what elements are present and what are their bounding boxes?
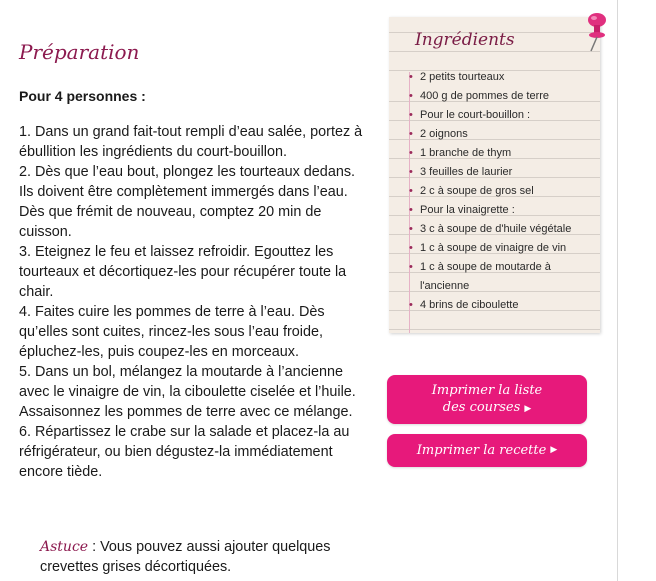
step: 3. Eteignez le feu et laissez refroidir. Egouttez les tourteaux et décortiquez-les pour récupérer toute la chair. bbox=[19, 244, 347, 300]
servings: Pour 4 personnes : bbox=[19, 88, 146, 104]
tip bbox=[40, 537, 370, 577]
step: 5. Dans un bol, mélangez la moutarde à l’ancienne avec le vinaigre de vin, la ciboulette ciselée et l’huile. Assaisonnez les pommes de terre avec ce mélange. bbox=[19, 364, 356, 420]
ingredient-item: • 400 g de pommes de terre bbox=[410, 87, 595, 106]
ingredient-item: • 1 c à soupe de vinaigre de vin bbox=[410, 239, 595, 258]
bullet-icon: • bbox=[409, 128, 413, 140]
ingredient-item: • 2 oignons bbox=[410, 125, 595, 144]
bullet-icon: • bbox=[409, 261, 413, 273]
ingredient-item: • 2 petits tourteaux bbox=[410, 68, 595, 87]
torn-edge bbox=[389, 12, 600, 20]
print-shopping-list-label: Imprimer la liste des courses ▶ bbox=[431, 382, 543, 415]
ingredient-item: • 4 brins de ciboulette bbox=[410, 296, 595, 315]
bullet-icon: • bbox=[409, 71, 413, 83]
ingredient-item: • 2 c à soupe de gros sel bbox=[410, 182, 595, 201]
ingredients-card bbox=[389, 17, 600, 333]
triangle-right-icon: ▶ bbox=[550, 445, 558, 455]
bullet-icon: • bbox=[409, 166, 413, 178]
tip-text: : Vous pouvez aussi ajouter quelques crevettes grises décortiquées. bbox=[40, 539, 331, 575]
bullet-icon: • bbox=[409, 242, 413, 254]
ingredient-item: • 3 feuilles de laurier bbox=[410, 163, 595, 182]
bullet-icon: • bbox=[409, 90, 413, 102]
ingredient-item: • Pour le court-bouillon : bbox=[410, 106, 595, 125]
step: 4. Faites cuire les pommes de terre à l’eau. Dès qu’elles sont cuites, rincez-les sous l’eau froide, épluchez-les, puis coupez-les en morceaux. bbox=[19, 304, 325, 360]
triangle-right-icon: ▶ bbox=[524, 403, 532, 414]
ingredient-item: • 3 c à soupe de d'huile végétale bbox=[410, 220, 595, 239]
step: 6. Répartissez le crabe sur la salade et placez-la au réfrigérateur, ou bien dégustez-la immédiatement encore tiède. bbox=[19, 424, 350, 480]
steps-list bbox=[19, 122, 364, 482]
bullet-icon: • bbox=[409, 299, 413, 311]
bullet-icon: • bbox=[409, 223, 413, 235]
bullet-icon: • bbox=[409, 147, 413, 159]
push-pin-icon bbox=[582, 11, 612, 55]
print-recipe-button[interactable]: Imprimer la recette ▶ bbox=[387, 434, 587, 467]
bullet-icon: • bbox=[409, 204, 413, 216]
ingredient-item: • 1 c à soupe de moutarde à l'ancienne bbox=[410, 258, 595, 296]
ingredients-title: Ingrédients bbox=[415, 30, 515, 50]
ingredients-list bbox=[410, 68, 595, 315]
ingredient-item: • Pour la vinaigrette : bbox=[410, 201, 595, 220]
preparation-title: Préparation bbox=[19, 40, 140, 64]
tip-label: Astuce bbox=[40, 539, 89, 555]
print-shopping-list-button[interactable] bbox=[387, 375, 587, 424]
bullet-icon: • bbox=[409, 109, 413, 121]
step: 1. Dans un grand fait-tout rempli d’eau salée, portez à ébullition les ingrédients du court-bouillon. bbox=[19, 124, 363, 160]
ingredient-item: • 1 branche de thym bbox=[410, 144, 595, 163]
step: 2. Dès que l’eau bout, plongez les tourteaux dedans. Ils doivent être complètement immergés dans l’eau. Dès que frémit de nouveau, comptez 20 min de cuisson. bbox=[19, 164, 356, 240]
right-border bbox=[617, 0, 618, 581]
bullet-icon: • bbox=[409, 185, 413, 197]
